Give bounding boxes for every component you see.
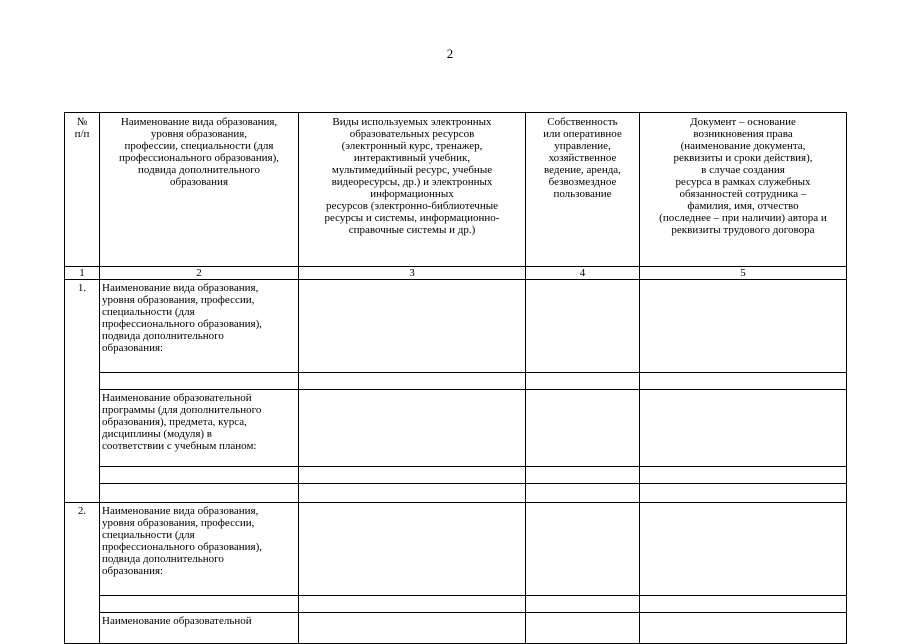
header-document-basis-text: Документ – основание возникновения права (наименование документа, реквизиты и сроки действия), в случае создания ресурса в рамках служебных обязанностей сотрудника – фамилия, имя, отчество (последнее – при наличии) автора и реквизиты трудового договора: [659, 116, 827, 236]
ownership-cell[interactable]: [526, 280, 640, 373]
ownership-cell[interactable]: [526, 390, 640, 467]
spacer-cell: [100, 484, 299, 503]
row-number-text: 2.: [77, 505, 87, 517]
header-number: [65, 113, 100, 267]
header-ownership: [526, 113, 640, 267]
table-row: [65, 596, 847, 613]
column-number: 2: [100, 267, 299, 280]
spacer-cell: [526, 484, 640, 503]
resource-cell[interactable]: [299, 373, 526, 390]
table-header-row: [65, 113, 847, 267]
document-cell[interactable]: [640, 467, 847, 484]
document-cell[interactable]: [640, 280, 847, 373]
resource-cell[interactable]: [299, 503, 526, 596]
table-row: [65, 503, 847, 596]
spacer-cell: [640, 484, 847, 503]
ownership-cell[interactable]: [526, 467, 640, 484]
document-cell[interactable]: [640, 596, 847, 613]
program-label-cell: [100, 390, 299, 467]
column-number: 5: [640, 267, 847, 280]
education-label-text: Наименование вида образования, уровня образования, профессии, специальности (для профессионального образования), подвида дополнительного образования:: [102, 282, 263, 354]
resource-cell[interactable]: [299, 390, 526, 467]
column-number: 4: [526, 267, 640, 280]
program-value-cell[interactable]: [100, 467, 299, 484]
header-education-type: [100, 113, 299, 267]
education-label-cell: [100, 503, 299, 596]
table-row: [65, 280, 847, 373]
document-cell[interactable]: [640, 613, 847, 644]
resources-table: [64, 112, 847, 644]
page-number: 2: [446, 46, 454, 61]
column-number: 1: [65, 267, 100, 280]
document-cell[interactable]: [640, 373, 847, 390]
spacer-cell: [299, 484, 526, 503]
row-number: [65, 280, 100, 503]
resource-cell[interactable]: [299, 467, 526, 484]
header-resource-types: [299, 113, 526, 267]
resource-cell[interactable]: [299, 280, 526, 373]
program-label-cell: [100, 613, 299, 644]
table-row: [65, 613, 847, 644]
table-row: [65, 390, 847, 467]
ownership-cell[interactable]: [526, 613, 640, 644]
table-row: [65, 373, 847, 390]
header-education-type-text: Наименование вида образования, уровня образования, профессии, специальности (для профессионального образования), подвида дополнительного образования: [118, 116, 279, 188]
resource-cell[interactable]: [299, 613, 526, 644]
education-value-cell[interactable]: [100, 373, 299, 390]
document-cell[interactable]: [640, 503, 847, 596]
education-label-text: Наименование вида образования, уровня образования, профессии, специальности (для профессионального образования), подвида дополнительного образования:: [102, 505, 263, 577]
column-number-row: [65, 267, 847, 280]
table-row: [65, 484, 847, 503]
ownership-cell[interactable]: [526, 373, 640, 390]
row-number: [65, 503, 100, 644]
program-label-text: Наименование образовательной программы (для дополнительного образования), предмета, курса, дисциплины (модуля) в соответствии с учебным планом:: [102, 392, 262, 452]
header-document-basis: [640, 113, 847, 267]
ownership-cell[interactable]: [526, 596, 640, 613]
header-number-text: № п/п: [74, 116, 90, 140]
ownership-cell[interactable]: [526, 503, 640, 596]
row-number-text: 1.: [77, 282, 87, 294]
table-row: [65, 467, 847, 484]
education-value-cell[interactable]: [100, 596, 299, 613]
program-label-text: Наименование образовательной: [102, 615, 252, 627]
column-number: 3: [299, 267, 526, 280]
header-resource-types-text: Виды используемых электронных образовательных ресурсов (электронный курс, тренажер, интерактивный учебник, мультимедийный ресурс, учебные видеоресурсы, др.) и электронных информационных ресурсов (электронно-библиотечные ресурсы и системы, информационно- справочные системы и др.): [324, 116, 500, 236]
resource-cell[interactable]: [299, 596, 526, 613]
document-cell[interactable]: [640, 390, 847, 467]
education-label-cell: [100, 280, 299, 373]
header-ownership-text: Собственность или оперативное управление, хозяйственное ведение, аренда, безвозмездное пользование: [543, 116, 622, 200]
